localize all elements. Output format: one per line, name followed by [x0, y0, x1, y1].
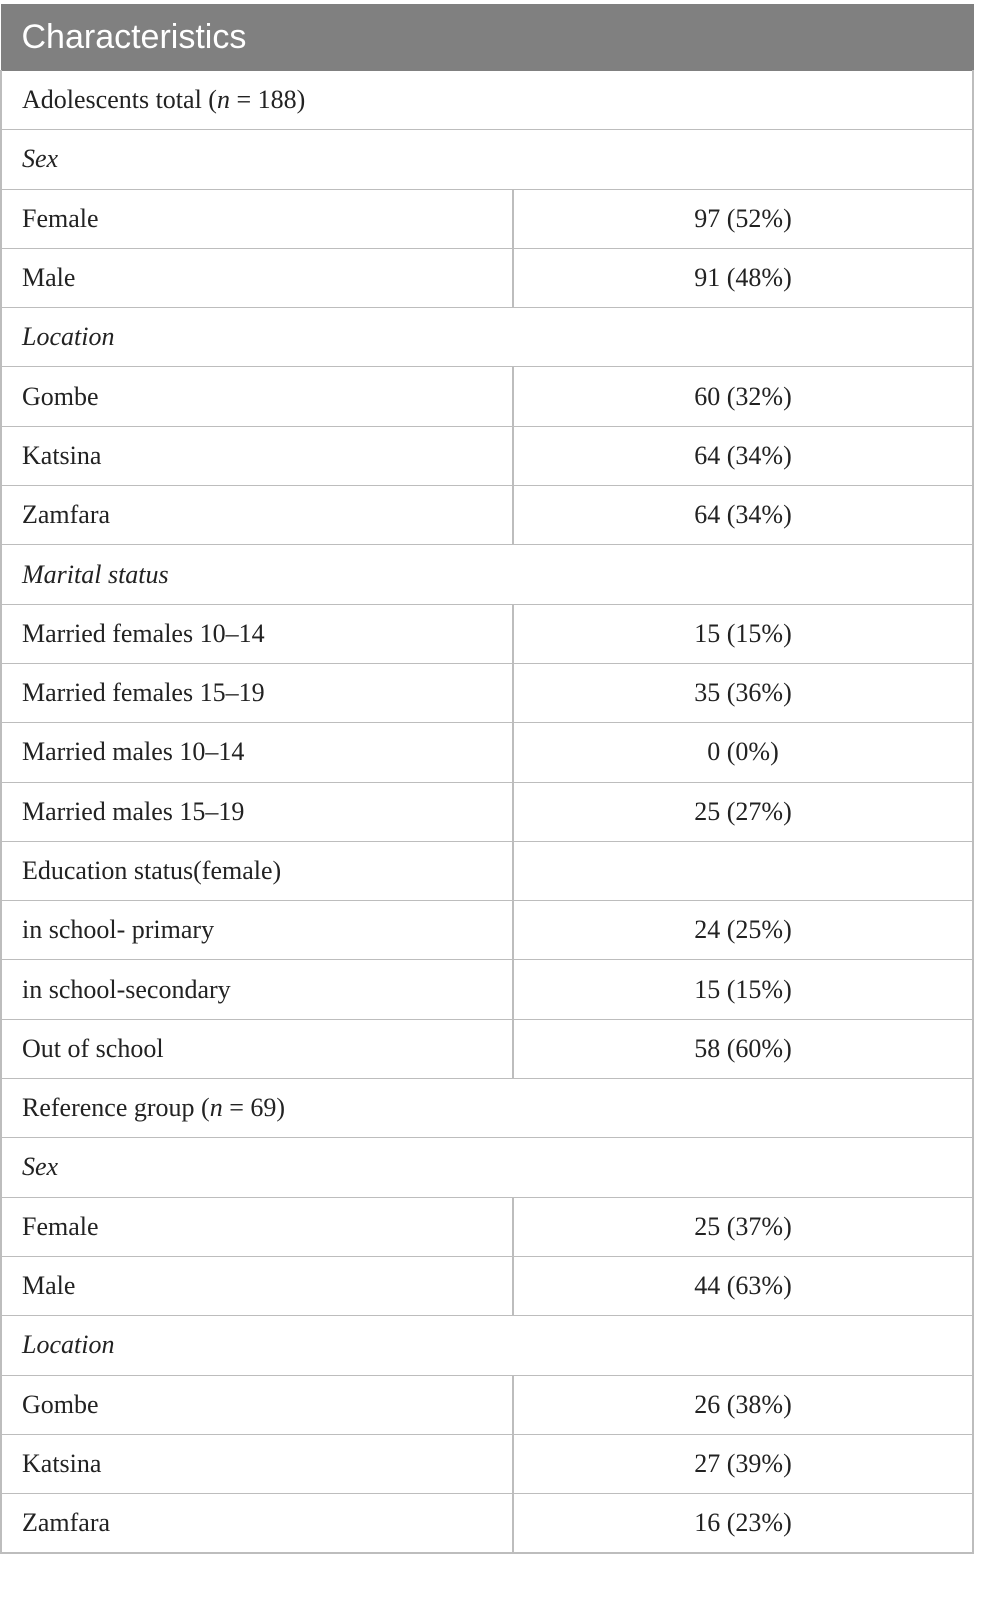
row-value: 15 (15%) [513, 960, 973, 1019]
table-row [1, 663, 973, 722]
characteristics-table-container [0, 4, 972, 1554]
row-value: 64 (34%) [513, 486, 973, 545]
section-label-sex: Sex [1, 1138, 973, 1197]
row-label: Gombe [1, 1375, 513, 1434]
section-row [1, 545, 973, 604]
row-value: 60 (32%) [513, 367, 973, 426]
table-row [1, 1375, 973, 1434]
row-label: Married males 10–14 [1, 723, 513, 782]
section-row [1, 1316, 973, 1375]
table-row [1, 426, 973, 485]
row-value: 15 (15%) [513, 604, 973, 663]
row-label: Married females 10–14 [1, 604, 513, 663]
row-label: Zamfara [1, 1494, 513, 1553]
row-label: Male [1, 1256, 513, 1315]
table-row [1, 1197, 973, 1256]
row-label: Katsina [1, 426, 513, 485]
n-symbol: n [216, 85, 230, 115]
row-label: in school-secondary [1, 960, 513, 1019]
row-value: 0 (0%) [513, 723, 973, 782]
table-row [1, 1494, 973, 1553]
row-label: Married females 15–19 [1, 663, 513, 722]
row-label: Zamfara [1, 486, 513, 545]
row-value: 91 (48%) [513, 248, 973, 307]
row-value: 27 (39%) [513, 1434, 973, 1493]
row-value: 25 (27%) [513, 782, 973, 841]
table-header: Characteristics [1, 5, 973, 71]
section-label-marital: Marital status [1, 545, 973, 604]
row-label: Female [1, 189, 513, 248]
table-row [1, 960, 973, 1019]
row-label: Married males 15–19 [1, 782, 513, 841]
group-title-reference [1, 1079, 973, 1138]
group-title-prefix: Reference group ( [22, 1093, 210, 1123]
row-label: Female [1, 1197, 513, 1256]
section-label-location: Location [1, 1316, 973, 1375]
section-label-education: Education status(female) [1, 841, 513, 900]
row-value: 24 (25%) [513, 901, 973, 960]
row-label: Male [1, 248, 513, 307]
n-symbol: n [209, 1093, 223, 1123]
table-row [1, 486, 973, 545]
table-row [1, 604, 973, 663]
table-row [1, 248, 973, 307]
group-title-suffix: = 69) [222, 1093, 286, 1123]
empty-cell [513, 841, 973, 900]
table-row [1, 782, 973, 841]
row-label: Katsina [1, 1434, 513, 1493]
group-title-prefix: Adolescents total ( [22, 85, 217, 115]
row-value: 26 (38%) [513, 1375, 973, 1434]
section-row [1, 1138, 973, 1197]
table-row [1, 189, 973, 248]
row-value: 58 (60%) [513, 1019, 973, 1078]
row-value: 16 (23%) [513, 1494, 973, 1553]
characteristics-table [0, 4, 974, 1554]
section-label-sex: Sex [1, 130, 973, 189]
row-label: in school- primary [1, 901, 513, 960]
section-row [1, 308, 973, 367]
group-title-row [1, 1079, 973, 1138]
group-title-suffix: = 188) [229, 85, 306, 115]
table-row [1, 1434, 973, 1493]
row-value: 35 (36%) [513, 663, 973, 722]
row-value: 97 (52%) [513, 189, 973, 248]
table-row [1, 1019, 973, 1078]
row-value: 25 (37%) [513, 1197, 973, 1256]
row-label: Out of school [1, 1019, 513, 1078]
row-value: 64 (34%) [513, 426, 973, 485]
section-label-location: Location [1, 308, 973, 367]
row-value: 44 (63%) [513, 1256, 973, 1315]
table-row [1, 723, 973, 782]
section-row [1, 841, 973, 900]
row-label: Gombe [1, 367, 513, 426]
section-row [1, 130, 973, 189]
group-title-adolescents [1, 71, 973, 130]
group-title-row [1, 71, 973, 130]
table-row [1, 367, 973, 426]
table-row [1, 1256, 973, 1315]
header-row [1, 5, 973, 71]
table-row [1, 901, 973, 960]
